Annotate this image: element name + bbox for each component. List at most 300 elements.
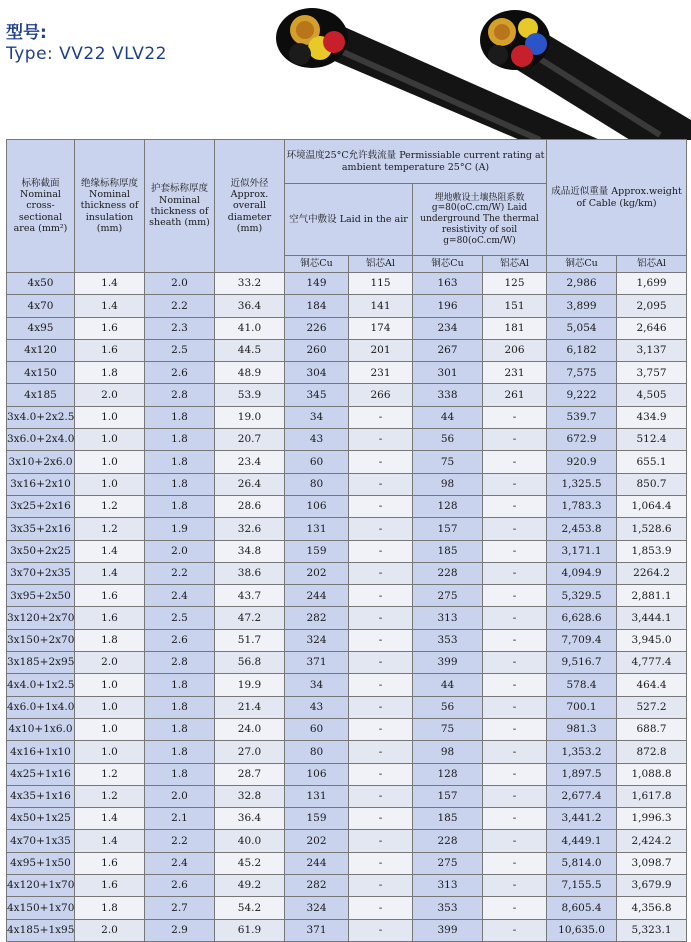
header-section: 标称截面 Nominal cross-sectional area (mm²) — [7, 140, 75, 273]
table-cell: 34 — [285, 674, 349, 696]
table-cell: 1.8 — [145, 718, 215, 740]
table-cell: 282 — [285, 607, 349, 629]
table-row — [7, 295, 687, 317]
table-cell: 1.8 — [75, 897, 145, 919]
table-row — [7, 674, 687, 696]
table-cell: 60 — [285, 718, 349, 740]
table-cell: - — [349, 518, 413, 540]
table-cell: - — [349, 785, 413, 807]
table-cell: - — [483, 830, 547, 852]
table-cell: - — [349, 897, 413, 919]
table-cell: 5,329.5 — [547, 585, 617, 607]
table-cell: 2.0 — [75, 919, 145, 941]
table-cell: - — [349, 652, 413, 674]
table-cell: 1.2 — [75, 763, 145, 785]
table-cell: 2.2 — [145, 562, 215, 584]
table-cell: 98 — [413, 473, 483, 495]
table-cell: 672.9 — [547, 429, 617, 451]
table-cell: 3x6.0+2x4.0 — [7, 429, 75, 451]
table-cell: 34.8 — [215, 540, 285, 562]
table-cell: - — [483, 741, 547, 763]
table-cell: 688.7 — [617, 718, 687, 740]
table-row — [7, 317, 687, 339]
table-cell: 4,505 — [617, 384, 687, 406]
table-cell: 3x10+2x6.0 — [7, 451, 75, 473]
table-cell: 4x50+1x25 — [7, 808, 75, 830]
table-cell: 1.8 — [145, 406, 215, 428]
table-row — [7, 339, 687, 361]
header-air-cu: 铜芯Cu — [285, 256, 349, 273]
table-cell: 1,783.3 — [547, 495, 617, 517]
table-cell: 399 — [413, 919, 483, 941]
table-cell: 1.8 — [145, 429, 215, 451]
table-cell: 655.1 — [617, 451, 687, 473]
table-cell: 1.8 — [145, 741, 215, 763]
table-cell: 1.6 — [75, 339, 145, 361]
table-row — [7, 741, 687, 763]
table-cell: 1.4 — [75, 808, 145, 830]
table-cell: 44 — [413, 674, 483, 696]
table-cell: 1.4 — [75, 540, 145, 562]
table-cell: 196 — [413, 295, 483, 317]
table-row — [7, 629, 687, 651]
table-cell: 260 — [285, 339, 349, 361]
table-cell: 4x50 — [7, 273, 75, 295]
table-cell: 700.1 — [547, 696, 617, 718]
table-cell: 282 — [285, 875, 349, 897]
table-row — [7, 273, 687, 295]
table-row — [7, 763, 687, 785]
table-cell: 61.9 — [215, 919, 285, 941]
table-cell: - — [349, 607, 413, 629]
table-cell: 28.6 — [215, 495, 285, 517]
table-cell: 34 — [285, 406, 349, 428]
table-cell: - — [483, 451, 547, 473]
table-cell: 201 — [349, 339, 413, 361]
table-cell: 9,222 — [547, 384, 617, 406]
table-cell: - — [483, 518, 547, 540]
table-cell: 1,996.3 — [617, 808, 687, 830]
header-weight-al: 铝芯Al — [617, 256, 687, 273]
table-cell: 2.4 — [145, 852, 215, 874]
table-cell: 2,424.2 — [617, 830, 687, 852]
table-row — [7, 518, 687, 540]
table-cell: 48.9 — [215, 362, 285, 384]
table-cell: - — [349, 674, 413, 696]
table-cell: 5,814.0 — [547, 852, 617, 874]
table-cell: 353 — [413, 897, 483, 919]
table-cell: 26.4 — [215, 473, 285, 495]
table-cell: 2.5 — [145, 339, 215, 361]
table-cell: 1,699 — [617, 273, 687, 295]
header-ground-cu: 铜芯Cu — [413, 256, 483, 273]
table-cell: 1.0 — [75, 406, 145, 428]
table-cell: - — [349, 808, 413, 830]
table-cell: 304 — [285, 362, 349, 384]
table-cell: 2264.2 — [617, 562, 687, 584]
table-cell: - — [349, 451, 413, 473]
header-air-al: 铝芯Al — [349, 256, 413, 273]
table-cell: 32.6 — [215, 518, 285, 540]
table-cell: - — [349, 919, 413, 941]
table-cell: 1.2 — [75, 518, 145, 540]
table-cell: 2.3 — [145, 317, 215, 339]
table-cell: - — [349, 696, 413, 718]
table-row — [7, 808, 687, 830]
table-cell: 6,628.6 — [547, 607, 617, 629]
table-cell: 1.4 — [75, 830, 145, 852]
table-cell: - — [483, 897, 547, 919]
table-cell: 3x4.0+2x2.5 — [7, 406, 75, 428]
table-cell: 1.0 — [75, 473, 145, 495]
table-cell: 43.7 — [215, 585, 285, 607]
table-cell: 36.4 — [215, 808, 285, 830]
table-cell: 41.0 — [215, 317, 285, 339]
table-cell: 56 — [413, 429, 483, 451]
table-cell: 5,054 — [547, 317, 617, 339]
table-cell: - — [483, 495, 547, 517]
table-cell: 3,137 — [617, 339, 687, 361]
table-cell: - — [483, 540, 547, 562]
table-cell: 4x95 — [7, 317, 75, 339]
table-cell: 228 — [413, 562, 483, 584]
table-cell: 4,449.1 — [547, 830, 617, 852]
table-cell: 7,575 — [547, 362, 617, 384]
table-cell: 141 — [349, 295, 413, 317]
table-cell: 181 — [483, 317, 547, 339]
table-cell: 1.6 — [75, 852, 145, 874]
table-cell: 4,094.9 — [547, 562, 617, 584]
table-cell: 1.8 — [145, 473, 215, 495]
table-cell: 3x70+2x35 — [7, 562, 75, 584]
table-cell: 1,897.5 — [547, 763, 617, 785]
header-weight-cu: 铜芯Cu — [547, 256, 617, 273]
table-cell: 4x35+1x16 — [7, 785, 75, 807]
table-cell: 174 — [349, 317, 413, 339]
table-cell: 313 — [413, 607, 483, 629]
table-cell: 1,064.4 — [617, 495, 687, 517]
table-cell: 40.0 — [215, 830, 285, 852]
table-cell: 4x25+1x16 — [7, 763, 75, 785]
table-cell: 51.7 — [215, 629, 285, 651]
table-row — [7, 562, 687, 584]
table-cell: 4x16+1x10 — [7, 741, 75, 763]
cable-photo-icon — [270, 0, 691, 140]
table-cell: - — [349, 585, 413, 607]
table-cell: 53.9 — [215, 384, 285, 406]
table-cell: 19.9 — [215, 674, 285, 696]
table-cell: - — [483, 674, 547, 696]
table-cell: 1.6 — [75, 317, 145, 339]
header-insulation: 绝缘标称厚度 Nominal thickness of insulation (mm) — [75, 140, 145, 273]
table-row — [7, 785, 687, 807]
header-ground: 埋地敷设土壤热阻系数 g=80(oC.cm/W) Laid underground The thermal resistivity of soil g=80(oC.cm/W) — [413, 184, 547, 256]
table-cell: 202 — [285, 830, 349, 852]
table-cell: 2.4 — [145, 585, 215, 607]
table-cell: 1,325.5 — [547, 473, 617, 495]
table-cell: 3x16+2x10 — [7, 473, 75, 495]
table-cell: 7,709.4 — [547, 629, 617, 651]
table-body — [7, 273, 687, 942]
table-cell: 49.2 — [215, 875, 285, 897]
table-cell: 2.8 — [145, 652, 215, 674]
table-cell: 1.2 — [75, 495, 145, 517]
table-cell: 850.7 — [617, 473, 687, 495]
table-cell: 3x120+2x70 — [7, 607, 75, 629]
table-cell: 4x150 — [7, 362, 75, 384]
table-cell: 2.0 — [145, 540, 215, 562]
model-label: 型号: — [6, 23, 47, 43]
table-cell: 159 — [285, 540, 349, 562]
table-cell: 131 — [285, 518, 349, 540]
table-cell: 43 — [285, 696, 349, 718]
table-cell: 4,777.4 — [617, 652, 687, 674]
table-cell: - — [483, 585, 547, 607]
table-cell: 244 — [285, 585, 349, 607]
table-cell: 2.6 — [145, 875, 215, 897]
table-cell: 202 — [285, 562, 349, 584]
table-row — [7, 540, 687, 562]
table-cell: 2.6 — [145, 629, 215, 651]
table-cell: 43 — [285, 429, 349, 451]
table-cell: 1.6 — [75, 875, 145, 897]
table-cell: 2,881.1 — [617, 585, 687, 607]
table-cell: 231 — [349, 362, 413, 384]
table-cell: - — [483, 629, 547, 651]
table-cell: 2.0 — [75, 652, 145, 674]
table-cell: 8,605.4 — [547, 897, 617, 919]
table-row — [7, 875, 687, 897]
table-cell: 2.0 — [145, 273, 215, 295]
table-cell: 3x25+2x16 — [7, 495, 75, 517]
table-cell: - — [349, 852, 413, 874]
table-cell: 1.0 — [75, 718, 145, 740]
table-cell: - — [483, 429, 547, 451]
table-cell: 261 — [483, 384, 547, 406]
table-cell: 3,098.7 — [617, 852, 687, 874]
table-cell: 157 — [413, 785, 483, 807]
table-cell: 371 — [285, 652, 349, 674]
table-cell: 4x150+1x70 — [7, 897, 75, 919]
table-cell: 1.0 — [75, 674, 145, 696]
table-cell: 1.2 — [75, 785, 145, 807]
table-cell: - — [483, 652, 547, 674]
table-cell: 2.0 — [145, 785, 215, 807]
table-cell: 1.4 — [75, 562, 145, 584]
header-diameter: 近似外径 Approx. overall diameter (mm) — [215, 140, 285, 273]
table-cell: 159 — [285, 808, 349, 830]
table-cell: 464.4 — [617, 674, 687, 696]
table-cell: 434.9 — [617, 406, 687, 428]
table-cell: 266 — [349, 384, 413, 406]
table-cell: 231 — [483, 362, 547, 384]
table-cell: 2,986 — [547, 273, 617, 295]
table-cell: 578.4 — [547, 674, 617, 696]
table-cell: 228 — [413, 830, 483, 852]
table-cell: 1.9 — [145, 518, 215, 540]
table-cell: 24.0 — [215, 718, 285, 740]
table-cell: 2,677.4 — [547, 785, 617, 807]
table-row — [7, 607, 687, 629]
table-cell: 27.0 — [215, 741, 285, 763]
table-cell: 1.6 — [75, 607, 145, 629]
table-cell: 1.6 — [75, 585, 145, 607]
table-cell: 163 — [413, 273, 483, 295]
table-cell: 313 — [413, 875, 483, 897]
table-cell: 1,088.8 — [617, 763, 687, 785]
table-cell: 267 — [413, 339, 483, 361]
table-cell: 353 — [413, 629, 483, 651]
table-cell: 244 — [285, 852, 349, 874]
table-cell: 4x120+1x70 — [7, 875, 75, 897]
table-cell: 4x95+1x50 — [7, 852, 75, 874]
table-cell: 75 — [413, 718, 483, 740]
table-cell: 80 — [285, 473, 349, 495]
table-cell: 38.6 — [215, 562, 285, 584]
table-row — [7, 897, 687, 919]
table-cell: 2,095 — [617, 295, 687, 317]
table-cell: 3x185+2x95 — [7, 652, 75, 674]
table-cell: 151 — [483, 295, 547, 317]
table-cell: 1.0 — [75, 451, 145, 473]
table-cell: 1.4 — [75, 295, 145, 317]
table-cell: 345 — [285, 384, 349, 406]
table-row — [7, 362, 687, 384]
table-cell: - — [349, 540, 413, 562]
type-line: Type: VV22 VLV22 — [6, 44, 167, 64]
table-cell: 3,899 — [547, 295, 617, 317]
table-cell: 872.8 — [617, 741, 687, 763]
table-cell: 4x10+1x6.0 — [7, 718, 75, 740]
table-cell: 7,155.5 — [547, 875, 617, 897]
table-cell: 2.2 — [145, 830, 215, 852]
table-row — [7, 495, 687, 517]
table-cell: 128 — [413, 763, 483, 785]
header-air: 空气中敷设 Laid in the air — [285, 184, 413, 256]
table-cell: 399 — [413, 652, 483, 674]
table-cell: 2,453.8 — [547, 518, 617, 540]
table-cell: 4x4.0+1x2.5 — [7, 674, 75, 696]
header-weight: 成品近似重量 Approx.weight of Cable (kg/km) — [547, 140, 687, 256]
table-cell: 44 — [413, 406, 483, 428]
table-cell: 23.4 — [215, 451, 285, 473]
table-cell: 32.8 — [215, 785, 285, 807]
table-cell: 2.2 — [145, 295, 215, 317]
table-cell: 1.8 — [145, 696, 215, 718]
table-cell: - — [349, 629, 413, 651]
table-cell: 45.2 — [215, 852, 285, 874]
table-cell: 3x150+2x70 — [7, 629, 75, 651]
table-cell: - — [483, 406, 547, 428]
table-cell: 125 — [483, 273, 547, 295]
table-cell: - — [349, 495, 413, 517]
table-cell: 324 — [285, 629, 349, 651]
table-cell: 338 — [413, 384, 483, 406]
table-cell: - — [483, 562, 547, 584]
table-cell: 324 — [285, 897, 349, 919]
table-cell: 527.2 — [617, 696, 687, 718]
table-cell: - — [349, 875, 413, 897]
table-cell: 56 — [413, 696, 483, 718]
table-cell: 149 — [285, 273, 349, 295]
table-cell: 2.1 — [145, 808, 215, 830]
table-cell: 1.8 — [145, 763, 215, 785]
table-cell: 54.2 — [215, 897, 285, 919]
table-cell: 131 — [285, 785, 349, 807]
table-cell: 512.4 — [617, 429, 687, 451]
table-cell: 4,356.8 — [617, 897, 687, 919]
table-cell: 275 — [413, 852, 483, 874]
table-cell: 1.4 — [75, 273, 145, 295]
table-cell: 206 — [483, 339, 547, 361]
table-cell: - — [349, 718, 413, 740]
table-cell: 1.8 — [75, 362, 145, 384]
table-cell: 226 — [285, 317, 349, 339]
table-cell: - — [349, 473, 413, 495]
table-cell: 4x120 — [7, 339, 75, 361]
table-cell: 4x185+1x95 — [7, 919, 75, 941]
table-cell: - — [349, 406, 413, 428]
table-cell: 275 — [413, 585, 483, 607]
table-cell: 234 — [413, 317, 483, 339]
cable-spec-table — [6, 139, 687, 942]
table-cell: 184 — [285, 295, 349, 317]
table-cell: 28.7 — [215, 763, 285, 785]
table-cell: - — [483, 696, 547, 718]
table-cell: 33.2 — [215, 273, 285, 295]
table-cell: 1.8 — [145, 674, 215, 696]
table-cell: 56.8 — [215, 652, 285, 674]
header-ground-al: 铝芯Al — [483, 256, 547, 273]
table-cell: - — [349, 763, 413, 785]
table-cell: 4x6.0+1x4.0 — [7, 696, 75, 718]
table-row — [7, 384, 687, 406]
table-cell: 981.3 — [547, 718, 617, 740]
table-cell: 539.7 — [547, 406, 617, 428]
table-cell: 6,182 — [547, 339, 617, 361]
table-row — [7, 652, 687, 674]
table-cell: 1.0 — [75, 741, 145, 763]
table-row — [7, 429, 687, 451]
header-sheath: 护套标称厚度 Nominal thickness of sheath (mm) — [145, 140, 215, 273]
table-row — [7, 585, 687, 607]
table-cell: 3,171.1 — [547, 540, 617, 562]
table-row — [7, 451, 687, 473]
table-cell: 106 — [285, 763, 349, 785]
table-cell: 36.4 — [215, 295, 285, 317]
table-cell: 44.5 — [215, 339, 285, 361]
table-cell: 1.8 — [145, 451, 215, 473]
table-row — [7, 696, 687, 718]
table-cell: - — [483, 875, 547, 897]
table-row — [7, 718, 687, 740]
table-cell: 1,853.9 — [617, 540, 687, 562]
header-current-rating: 环境温度25°C允许载流量 Permissiable current rating at ambient temperature 25°C (A) — [285, 140, 547, 184]
table-cell: 3,757 — [617, 362, 687, 384]
table-cell: 4x185 — [7, 384, 75, 406]
table-cell: 47.2 — [215, 607, 285, 629]
table-cell: 80 — [285, 741, 349, 763]
table-cell: - — [483, 919, 547, 941]
table-cell: 60 — [285, 451, 349, 473]
table-cell: 3x50+2x25 — [7, 540, 75, 562]
table-cell: 3x95+2x50 — [7, 585, 75, 607]
table-cell: 75 — [413, 451, 483, 473]
table-cell: 2.7 — [145, 897, 215, 919]
table-cell: 1.8 — [145, 495, 215, 517]
table-cell: 920.9 — [547, 451, 617, 473]
table-row — [7, 852, 687, 874]
